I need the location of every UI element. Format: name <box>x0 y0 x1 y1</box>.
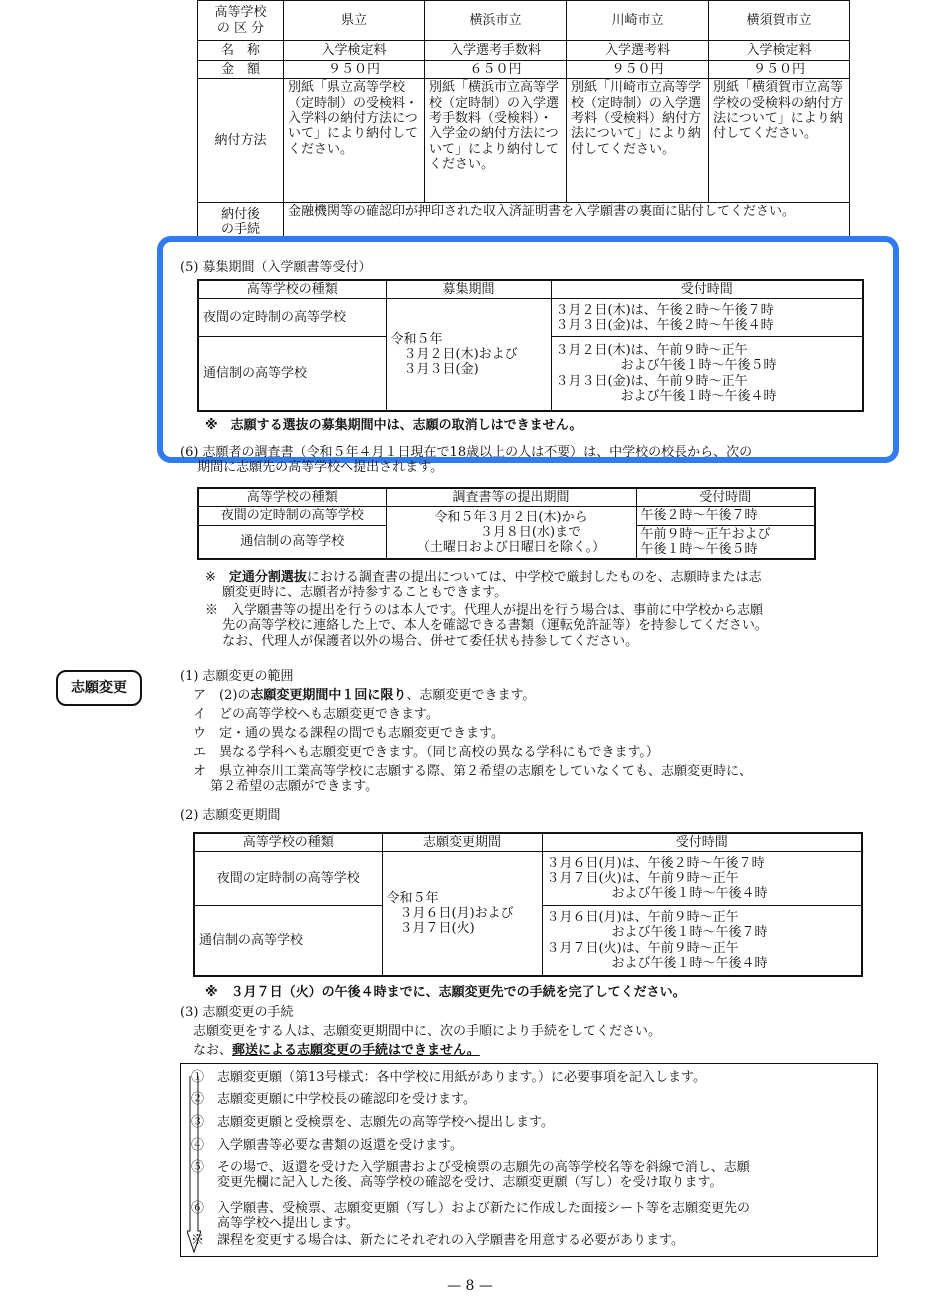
section-6-note-2: ※ 入学願書等の提出を行うのは本人です。代理人が提出を行う場合は、事前に中学校から志願 先の高等学校に連絡した上で、本人を確認できる書類（運転免許証等）を持参してください。 なお、代理人が保護者以外の場合、併せて委任状も持参してください。 <box>205 603 768 649</box>
row-night-school: 夜間の定時制の高等学校 <box>198 299 386 337</box>
change-period-table <box>193 832 863 977</box>
page-number: — 8 — <box>447 1278 493 1294</box>
change-period: 令和５年 ３月６日(月)および ３月７日(火) <box>382 852 542 976</box>
fee-amount: ９５０円 <box>567 61 709 79</box>
change-heading-3: (3) 志願変更の手続 <box>180 1005 294 1020</box>
fee-after-label: 納付後 の手続 <box>198 203 284 241</box>
col-hours: 受付時間 <box>542 833 862 852</box>
row-correspondence-school: 通信制の高等学校 <box>198 337 386 411</box>
submit-period: 令和５年３月２日(木)から ３月８日(水)まで （土曜日および日曜日を除く。） <box>386 507 636 559</box>
fee-amount: ９５０円 <box>284 61 425 79</box>
fee-header-yokosuka: 横須賀市立 <box>709 1 850 41</box>
item-a-text: 、志願変更できます。 <box>406 688 536 703</box>
change-paragraph-2 <box>193 1043 480 1058</box>
note-mark: ※ <box>205 570 229 585</box>
row-correspondence-school: 通信制の高等学校 <box>194 906 382 976</box>
section-5-heading: (5) 募集期間（入学願書等受付） <box>180 260 372 275</box>
change-item-o: オ 県立神奈川工業高等学校に志願する際、第２希望の志願をしていなくても、志願変更時に、 第２希望の志願ができます。 <box>193 764 753 795</box>
change-item-i: イ どの高等学校へも志願変更できます。 <box>193 707 439 722</box>
fee-payment: 別紙「横浜市立高等学校（定時制）の入学選考手数料（受検料）・入学金の納付方法について」により納付してください。 <box>425 79 567 203</box>
col-school-type: 高等学校の種類 <box>198 488 386 507</box>
procedure-step: ④ 入学願書等必要な書類の返還を受けます。 <box>191 1138 463 1153</box>
recruit-period: 令和５年 ３月２日(木)および ３月３日(金) <box>386 299 551 411</box>
fee-amount-label: 金 額 <box>198 61 284 79</box>
correspondence-hours: 午前９時～正午および 午後１時～午後５時 <box>636 525 815 559</box>
fee-payment-label: 納付方法 <box>198 79 284 203</box>
recruit-period-table <box>197 279 864 412</box>
change-badge: 志願変更 <box>56 670 142 706</box>
night-hours: ３月２日(木)は、午後２時～午後７時 ３月３日(金)は、午後２時～午後４時 <box>551 299 863 337</box>
procedure-step: ① 志願変更願（第13号様式：各中学校に用紙があります。）に必要事項を記入します。 <box>191 1070 706 1085</box>
row-night-school: 夜間の定時制の高等学校 <box>194 852 382 906</box>
change-item-e: エ 異なる学科へも志願変更できます。（同じ高校の異なる学科にもできます。） <box>193 745 659 760</box>
fee-amount: ９５０円 <box>709 61 850 79</box>
col-hours: 受付時間 <box>636 488 815 507</box>
correspondence-hours: ３月６日(月)は、午前９時～正午 および午後１時～午後７時 ３月７日(火)は、午前９時～正午 および午後１時～午後４時 <box>542 906 862 976</box>
no-mail-notice: 郵送による志願変更の手続はできません。 <box>232 1043 480 1058</box>
procedure-note: ※ 課程を変更する場合は、新たにそれぞれの入学願書を用意する必要があります。 <box>191 1233 684 1248</box>
fee-after-text: 金融機関等の確認印が押印された収入済証明書を入学願書の裏面に貼付してください。 <box>284 203 850 241</box>
change-heading-2: (2) 志願変更期間 <box>180 808 281 823</box>
night-hours: ３月６日(月)は、午後２時～午後７時 ３月７日(火)は、午前９時～正午 および午後１時～午後４時 <box>542 852 862 906</box>
fee-table <box>197 0 850 241</box>
note-bold: 定通分割選抜 <box>228 570 307 585</box>
fee-amount: ６５０円 <box>425 61 567 79</box>
paragraph-prefix: なお、 <box>193 1043 233 1058</box>
change-paragraph-1: 志願変更をする人は、志願変更期間中に、次の手順により手続をしてください。 <box>193 1024 662 1039</box>
fee-payment: 別紙「横須賀市立高等学校の受検料の納付方法について」により納付してください。 <box>709 79 850 203</box>
item-a-bold: 志願変更期間中１回に限り <box>250 688 407 703</box>
fee-name: 入学選考料 <box>567 41 709 61</box>
fee-header-yokohama: 横浜市立 <box>425 1 567 41</box>
section-6-heading: (6) 志願者の調査書（令和５年４月１日現在で18歳以上の人は不要）は、中学校の校長から、次の 期間に志願先の高等学校へ提出されます。 <box>180 445 753 476</box>
section-6-note-1 <box>205 570 885 601</box>
row-night-school: 夜間の定時制の高等学校 <box>198 507 386 525</box>
item-a-prefix: ア (2)の <box>193 688 251 703</box>
change-note: ※ ３月７日（火）の午後４時までに、志願変更先での手続を完了してください。 <box>205 985 686 1000</box>
note-text: における調査書の提出については、中学校で厳封したものを、志願時または志 願変更時に、志願者が持参することもできます。 <box>222 570 762 601</box>
fee-name-label: 名 称 <box>198 41 284 61</box>
col-school-type: 高等学校の種類 <box>198 280 386 299</box>
col-hours: 受付時間 <box>551 280 863 299</box>
change-item-a <box>193 688 535 703</box>
procedure-step: ⑥ 入学願書、受検票、志願変更願（写し）および新たに作成した面接シート等を志願変更先の 高等学校へ提出します。 <box>191 1201 751 1232</box>
change-heading-1: (1) 志願変更の範囲 <box>180 669 294 684</box>
correspondence-hours: ３月２日(木)は、午前９時～正午 および午後１時～午後５時 ３月３日(金)は、午前９時～正午 および午後１時～午後４時 <box>551 337 863 411</box>
section-5-note: ※ 志願する選抜の募集期間中は、志願の取消しはできません。 <box>205 418 583 433</box>
fee-payment: 別紙「県立高等学校（定時制）の受検料・入学料の納付方法について」により納付してください。 <box>284 79 425 203</box>
col-submit-period: 調査書等の提出期間 <box>386 488 636 507</box>
procedure-step: ② 志願変更願に中学校長の確認印を受けます。 <box>191 1092 476 1107</box>
fee-name: 入学選考手数料 <box>425 41 567 61</box>
fee-header-prefectural: 県立 <box>284 1 425 41</box>
fee-name: 入学検定料 <box>284 41 425 61</box>
fee-header-kawasaki: 川崎市立 <box>567 1 709 41</box>
fee-payment: 別紙「川崎市立高等学校（定時制）の入学選考料（受検料）納付方法について」により納付してください。 <box>567 79 709 203</box>
col-period: 募集期間 <box>386 280 551 299</box>
fee-name: 入学検定料 <box>709 41 850 61</box>
procedure-box <box>180 1063 878 1257</box>
fee-header-category: 高等学校 の 区 分 <box>198 1 284 41</box>
procedure-step: ⑤ その場で、返還を受けた入学願書および受検票の志願先の高等学校名等を斜線で消し、志願 変更先欄に記入した後、高等学校の確認を受け、志願変更願（写し）を受け取ります。 <box>191 1160 750 1191</box>
col-school-type: 高等学校の種類 <box>194 833 382 852</box>
change-item-u: ウ 定・通の異なる課程の間でも志願変更できます。 <box>193 726 504 741</box>
report-period-table <box>197 487 816 560</box>
col-change-period: 志願変更期間 <box>382 833 542 852</box>
night-hours: 午後２時～午後７時 <box>636 507 815 525</box>
row-correspondence-school: 通信制の高等学校 <box>198 525 386 559</box>
procedure-step: ③ 志願変更願と受検票を、志願先の高等学校へ提出します。 <box>191 1115 554 1130</box>
